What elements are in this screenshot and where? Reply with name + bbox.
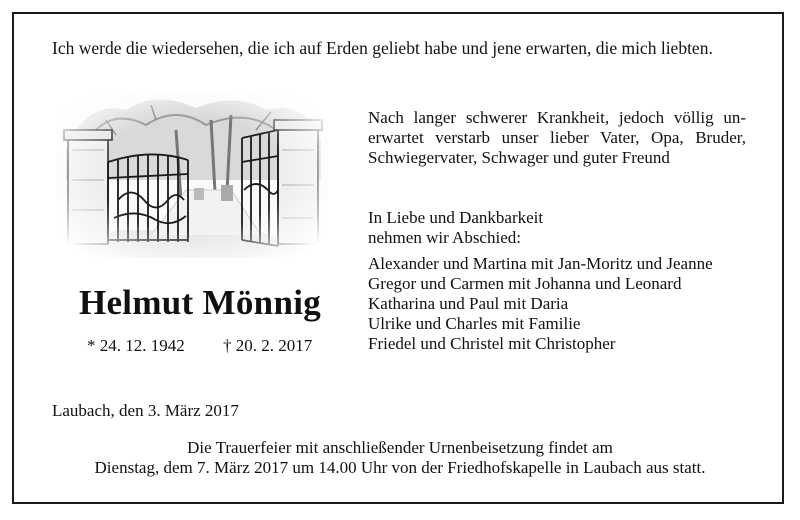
mourner-name: Gregor und Carmen mit Johanna und Leonard [368, 274, 682, 293]
service-line: Dienstag, dem 7. März 2017 um 14.00 Uhr von der Friedhofskapelle in Laubach aus statt. [94, 458, 706, 477]
announcement-line: Schwiegervater, Schwager und guter Freund [368, 148, 670, 167]
mourner-name: Friedel und Christel mit Christopher [368, 334, 616, 353]
cemetery-gate-image [56, 90, 328, 258]
mourners-intro-line: In Liebe und Dankbarkeit [368, 208, 544, 227]
death-announcement [368, 108, 746, 168]
mourner-name: Alexander und Martina mit Jan-Moritz und Jeanne [368, 254, 713, 273]
service-line: Die Trauerfeier mit anschließender Urnenbeisetzung findet am [187, 438, 613, 457]
announcement-line: Nach langer schwerer Krankheit, jedoch völlig un- [368, 108, 746, 127]
mourners-block [368, 208, 713, 354]
birth-date: * 24. 12. 1942 [87, 336, 185, 355]
place-and-date: Laubach, den 3. März 2017 [52, 401, 239, 420]
motto-quote: Ich werde die wiedersehen, die ich auf Erden geliebt habe und jene erwarten, die mich liebten. [52, 38, 713, 58]
announcement-line: erwartet verstarb unser lieber Vater, Opa, Bruder, [368, 128, 746, 147]
deceased-name: Helmut Mönnig [78, 283, 322, 322]
mourner-name: Ulrike und Charles mit Familie [368, 314, 581, 333]
mourners-intro-line: nehmen wir Abschied: [368, 228, 521, 247]
death-date: † 20. 2. 2017 [223, 336, 313, 355]
funeral-service-notice [0, 438, 800, 478]
mourner-name: Katharina und Paul mit Daria [368, 294, 569, 313]
